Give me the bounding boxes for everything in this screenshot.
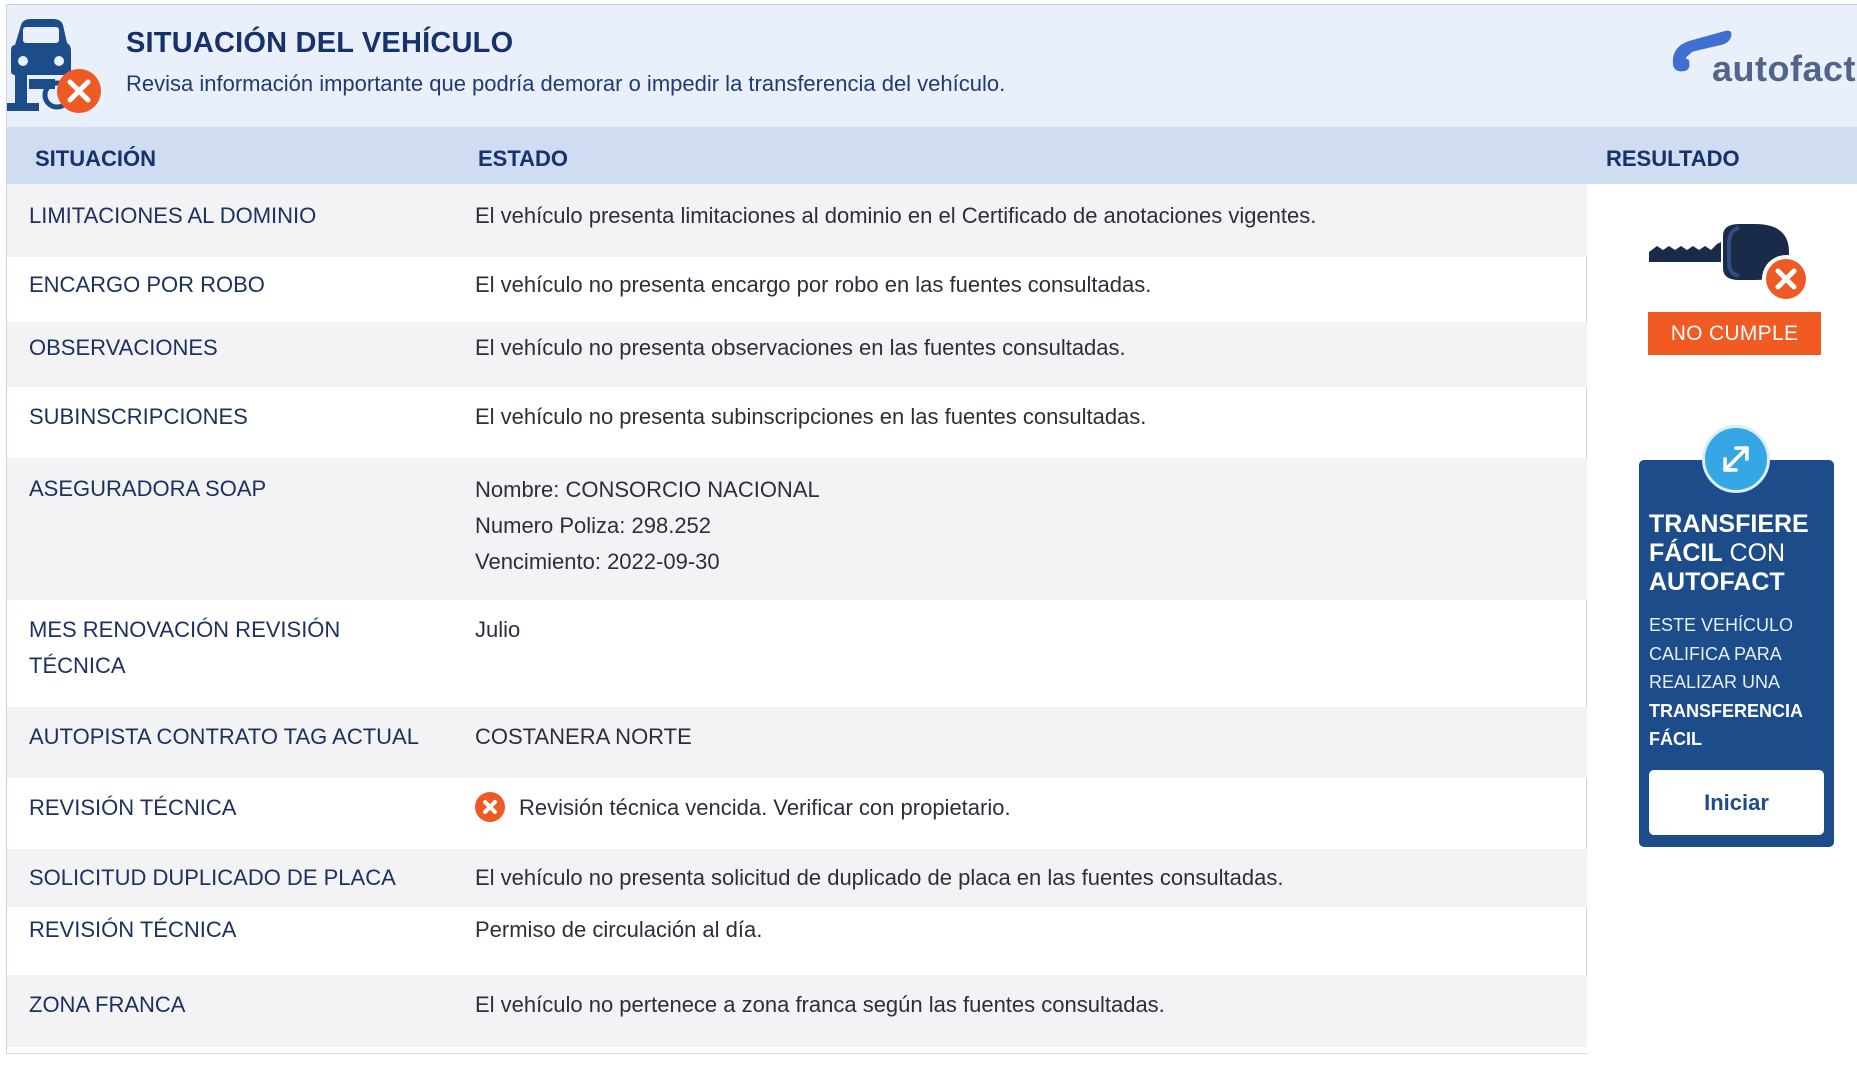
column-header-resultado: RESULTADO [1606,146,1740,171]
row-situacion-line: SUBINSCRIPCIONES [29,404,248,429]
promo-title [1649,510,1829,597]
row-estado-line [475,399,1575,435]
table-row [7,778,1587,849]
row-situacion-line: AUTOPISTA CONTRATO TAG ACTUAL [29,724,419,749]
table-row [7,907,1587,975]
row-estado-text: Numero Poliza: 298.252 [475,513,712,538]
row-estado-line [475,330,1575,366]
row-estado-text: El vehículo no presenta observaciones en las fuentes consultadas. [475,335,1126,360]
table-row [7,707,1587,778]
row-situacion [29,612,449,684]
row-estado-line [475,198,1575,234]
row-situacion-line: MES RENOVACIÓN REVISIÓN [29,617,341,642]
row-estado-text: Nombre: CONSORCIO NACIONAL [475,477,820,502]
table-row [7,257,1587,322]
promo-body-strong-line: FÁCIL [1649,729,1702,749]
vehicle-status-panel [6,4,1857,1054]
row-situacion [29,267,449,303]
row-estado-text: COSTANERA NORTE [475,724,692,749]
promo-body-line: CALIFICA PARA [1649,643,1782,664]
row-situacion [29,399,449,435]
row-situacion-line: ENCARGO POR ROBO [29,272,265,297]
row-estado-line [475,987,1575,1023]
row-estado [475,719,1575,755]
row-estado [475,198,1575,234]
promo-body-line: ESTE VEHÍCULO [1649,615,1794,635]
result-column [1588,184,1857,1055]
page-title: SITUACIÓN DEL VEHÍCULO [126,27,514,59]
row-situacion [29,198,449,234]
row-estado-text: El vehículo presenta limitaciones al dominio en el Certificado de anotaciones vigentes. [475,203,1317,228]
promo-body-line: REALIZAR UNA [1649,672,1781,692]
panel-header [7,5,1857,127]
row-situacion-line: TÉCNICA [29,653,126,678]
row-estado-line [475,267,1575,303]
row-estado-text: Revisión técnica vencida. Verificar con propietario. [519,795,1011,820]
transfer-arrows-icon [1702,425,1770,493]
row-situacion [29,860,449,896]
row-estado-line [475,472,1575,508]
row-situacion-line: SOLICITUD DUPLICADO DE PLACA [29,865,396,890]
promo-title-line-1: TRANSFIERE [1649,510,1809,538]
error-x-icon [475,792,505,822]
row-situacion [29,912,449,948]
page-subtitle: Revisa información importante que podría demorar o impedir la transferencia del vehículo. [126,71,1006,96]
table-row [7,600,1587,707]
row-estado [475,987,1575,1023]
row-estado-line [475,860,1575,896]
row-estado-line [475,790,1575,826]
row-situacion [29,330,449,366]
row-estado-text: Permiso de circulación al día. [475,917,763,942]
row-estado [475,330,1575,366]
table-row [7,387,1587,458]
row-situacion-line: REVISIÓN TÉCNICA [29,795,237,820]
row-situacion-line: ASEGURADORA SOAP [29,476,267,501]
iniciar-button[interactable]: Iniciar [1649,770,1824,835]
row-estado-line [475,508,1575,544]
table-row [7,849,1587,907]
promo-title-bold: FÁCIL [1649,539,1723,567]
table-row [7,322,1587,387]
row-estado-text: Vencimiento: 2022-09-30 [475,549,720,574]
status-table [7,184,1587,1047]
row-estado [475,472,1575,580]
row-estado-text: El vehículo no pertenece a zona franca según las fuentes consultadas. [475,992,1165,1017]
car-check-fail-icon [7,17,117,117]
row-estado [475,612,1575,648]
table-header [7,127,1857,184]
promo-body-strong-line: TRANSFERENCIA [1649,700,1804,721]
row-situacion [29,987,449,1023]
transfer-promo-card [1639,460,1834,847]
row-estado-line [475,719,1575,755]
row-situacion-line: OBSERVACIONES [29,335,218,360]
row-estado-line [475,612,1575,648]
row-situacion-line: ZONA FRANCA [29,992,186,1017]
row-situacion [29,719,449,755]
row-estado [475,860,1575,896]
promo-title-line-2 [1649,539,1829,568]
column-header-situacion: SITUACIÓN [35,146,156,171]
row-estado-text: El vehículo no presenta encargo por robo en las fuentes consultadas. [475,272,1152,297]
promo-description [1649,611,1829,754]
table-row [7,458,1587,600]
row-estado [475,912,1575,948]
row-estado [475,267,1575,303]
result-status-badge: NO CUMPLE [1648,312,1821,355]
row-estado-text: Julio [475,617,521,642]
row-estado-text: El vehículo no presenta subinscripciones en las fuentes consultadas. [475,404,1147,429]
promo-title-light: CON [1722,539,1786,567]
row-estado-text: El vehículo no presenta solicitud de duplicado de placa en las fuentes consultadas. [475,865,1284,890]
row-estado [475,399,1575,435]
row-situacion [29,790,449,826]
row-situacion [29,471,449,507]
row-estado-line [475,544,1575,580]
row-situacion-line: REVISIÓN TÉCNICA [29,917,237,942]
table-row [7,975,1587,1047]
row-situacion-line: LIMITACIONES AL DOMINIO [29,203,317,228]
row-estado-line [475,912,1575,948]
row-estado [475,790,1575,826]
table-row [7,184,1587,257]
column-header-estado: ESTADO [478,146,569,171]
key-fail-icon [1643,222,1818,312]
promo-title-line-3: AUTOFACT [1649,568,1785,596]
autofact-logo-text: autofact [1712,48,1857,89]
